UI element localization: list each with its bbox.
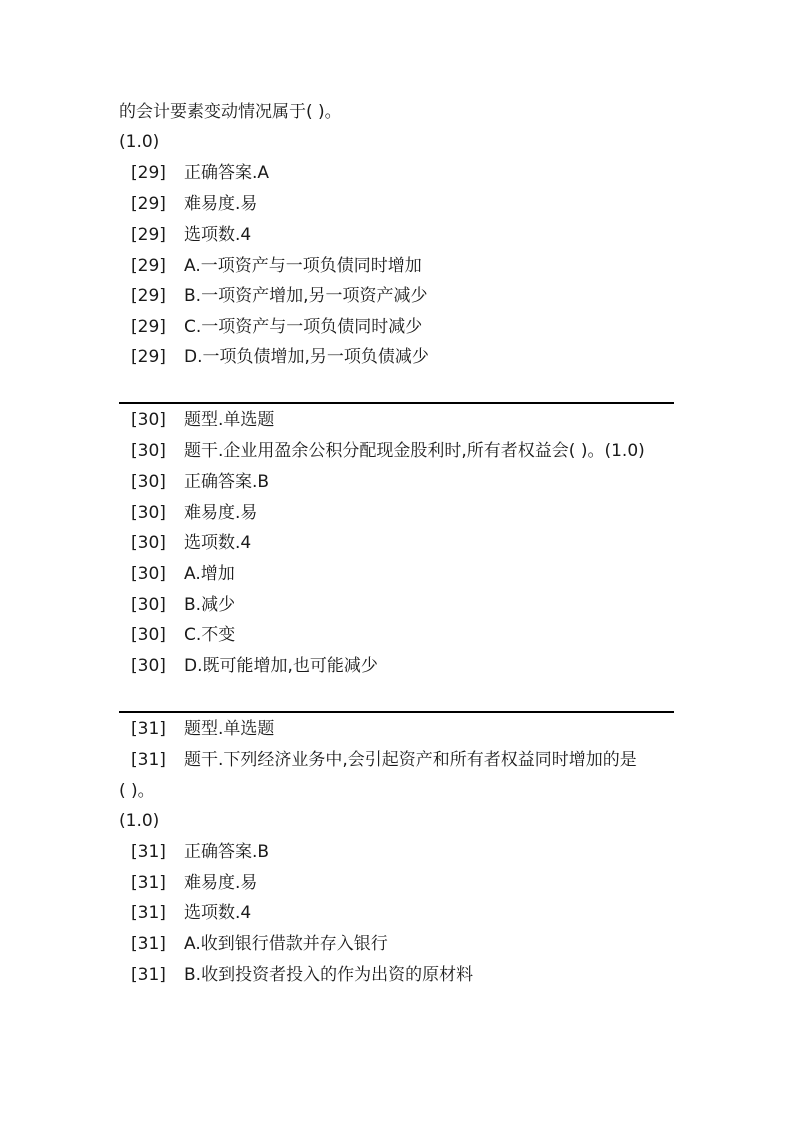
question-number: [29] — [131, 163, 166, 183]
option-b: B.减少 — [184, 595, 236, 615]
question-number: [30] — [131, 656, 166, 676]
answer-label: 正确答案.A — [184, 163, 270, 183]
question-number: [31] — [131, 965, 166, 985]
question-number: [30] — [131, 595, 166, 615]
option-c: C.不变 — [184, 625, 236, 645]
question-number: [30] — [131, 410, 166, 430]
difficulty-label: 难易度.易 — [184, 503, 258, 523]
question-number: [30] — [131, 625, 166, 645]
difficulty-label: 难易度.易 — [184, 873, 258, 893]
question-number: [29] — [131, 286, 166, 306]
question-score: (1.0) — [119, 132, 160, 152]
option-a: A.增加 — [184, 564, 235, 584]
option-count-label: 选项数.4 — [184, 903, 252, 923]
option-count-label: 选项数.4 — [184, 533, 252, 553]
question-number: [29] — [131, 194, 166, 214]
section-divider — [119, 402, 674, 404]
question-number: [31] — [131, 750, 166, 770]
question-number: [30] — [131, 503, 166, 523]
question-number: [30] — [131, 533, 166, 553]
answer-label: 正确答案.B — [184, 472, 270, 492]
question-stem-continuation: ( )。 — [119, 781, 155, 801]
option-b: B.收到投资者投入的作为出资的原材料 — [184, 965, 474, 985]
question-number: [29] — [131, 347, 166, 367]
difficulty-label: 难易度.易 — [184, 194, 258, 214]
question-number: [29] — [131, 256, 166, 276]
question-type-label: 题型.单选题 — [184, 410, 275, 430]
question-number: [31] — [131, 719, 166, 739]
option-d: D.一项负债增加,另一项负债减少 — [184, 347, 429, 367]
option-b: B.一项资产增加,另一项资产减少 — [184, 286, 428, 306]
question-number: [30] — [131, 441, 166, 461]
question-stem: 题干.下列经济业务中,会引起资产和所有者权益同时增加的是 — [184, 750, 637, 770]
question-number: [29] — [131, 317, 166, 337]
option-a: A.收到银行借款并存入银行 — [184, 934, 388, 954]
question-type-label: 题型.单选题 — [184, 719, 275, 739]
question-number: [31] — [131, 842, 166, 862]
question-number: [31] — [131, 903, 166, 923]
answer-label: 正确答案.B — [184, 842, 270, 862]
option-d: D.既可能增加,也可能减少 — [184, 656, 378, 676]
option-count-label: 选项数.4 — [184, 225, 252, 245]
option-a: A.一项资产与一项负债同时增加 — [184, 256, 422, 276]
question-stem: 题干.企业用盈余公积分配现金股利时,所有者权益会( )。(1.0) — [184, 441, 645, 461]
question-number: [31] — [131, 934, 166, 954]
section-divider — [119, 711, 674, 713]
question-score: (1.0) — [119, 811, 160, 831]
question-number: [31] — [131, 873, 166, 893]
question-number: [30] — [131, 472, 166, 492]
option-c: C.一项资产与一项负债同时减少 — [184, 317, 423, 337]
question-number: [29] — [131, 225, 166, 245]
question-number: [30] — [131, 564, 166, 584]
question-stem-continuation: 的会计要素变动情况属于( )。 — [119, 102, 342, 122]
